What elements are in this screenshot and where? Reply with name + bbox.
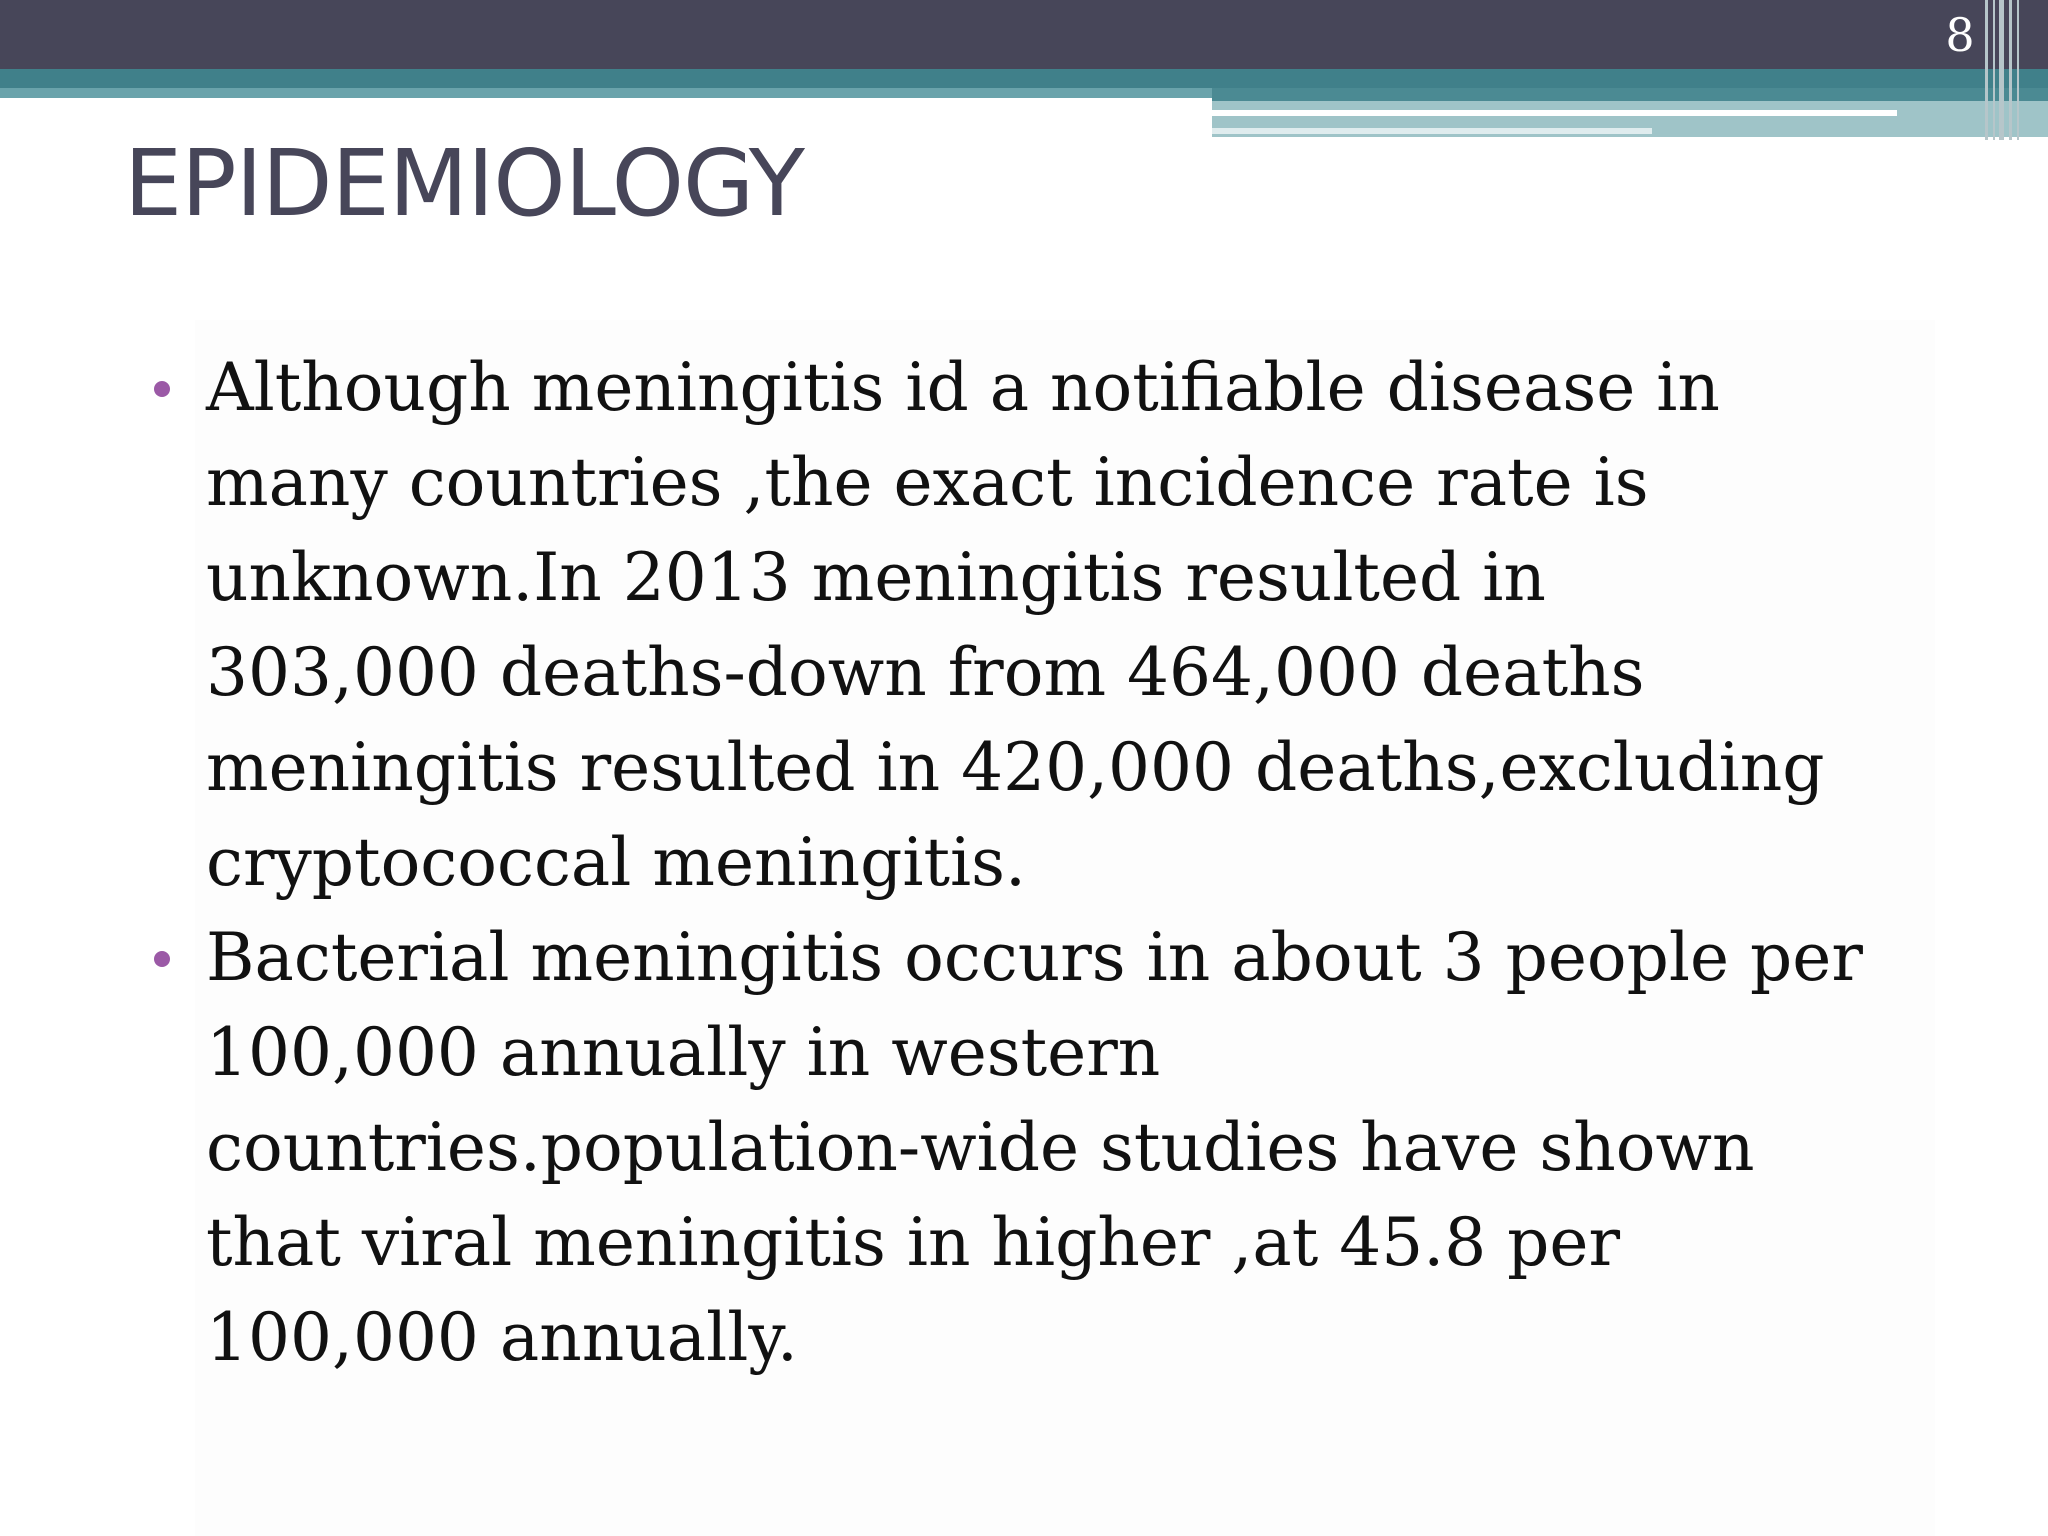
bullet-line: many countries ,the exact incidence rate is [206,444,1649,521]
bullet-line: Bacterial meningitis occurs in about 3 people per [206,919,1863,996]
header-accent-line [1212,110,1897,116]
header-accent-line [1212,128,1652,134]
header-teal-right-band [1212,88,2048,101]
bullet-line: unknown.In 2013 meningitis resulted in [206,539,1546,616]
bullet-icon [154,951,170,967]
bullet-line: meningitis resulted in 420,000 deaths,excluding [206,729,1825,806]
bullet-line: 100,000 annually in western [206,1014,1161,1091]
bullet-icon [154,381,170,397]
bullet-item [144,340,1924,910]
header-teal-stripe [0,88,1212,98]
bullet-line: 100,000 annually. [206,1299,798,1376]
header-vertical-lines [1985,0,2048,140]
bullet-list [144,340,1924,1385]
header-dark-band [0,0,2048,69]
bullet-line: cryptococcal meningitis. [206,824,1026,901]
bullet-item [144,910,1924,1385]
page-number: 8 [1945,8,1975,62]
bullet-line: 303,000 deaths-down from 464,000 deaths [206,634,1645,711]
bullet-line: Although meningitis id a notifiable disease in [206,349,1720,426]
slide-title: EPIDEMIOLOGY [124,130,804,237]
header-teal-band [0,69,2048,88]
bullet-line: that viral meningitis in higher ,at 45.8 per [206,1204,1621,1281]
bullet-line: countries.population-wide studies have shown [206,1109,1755,1186]
